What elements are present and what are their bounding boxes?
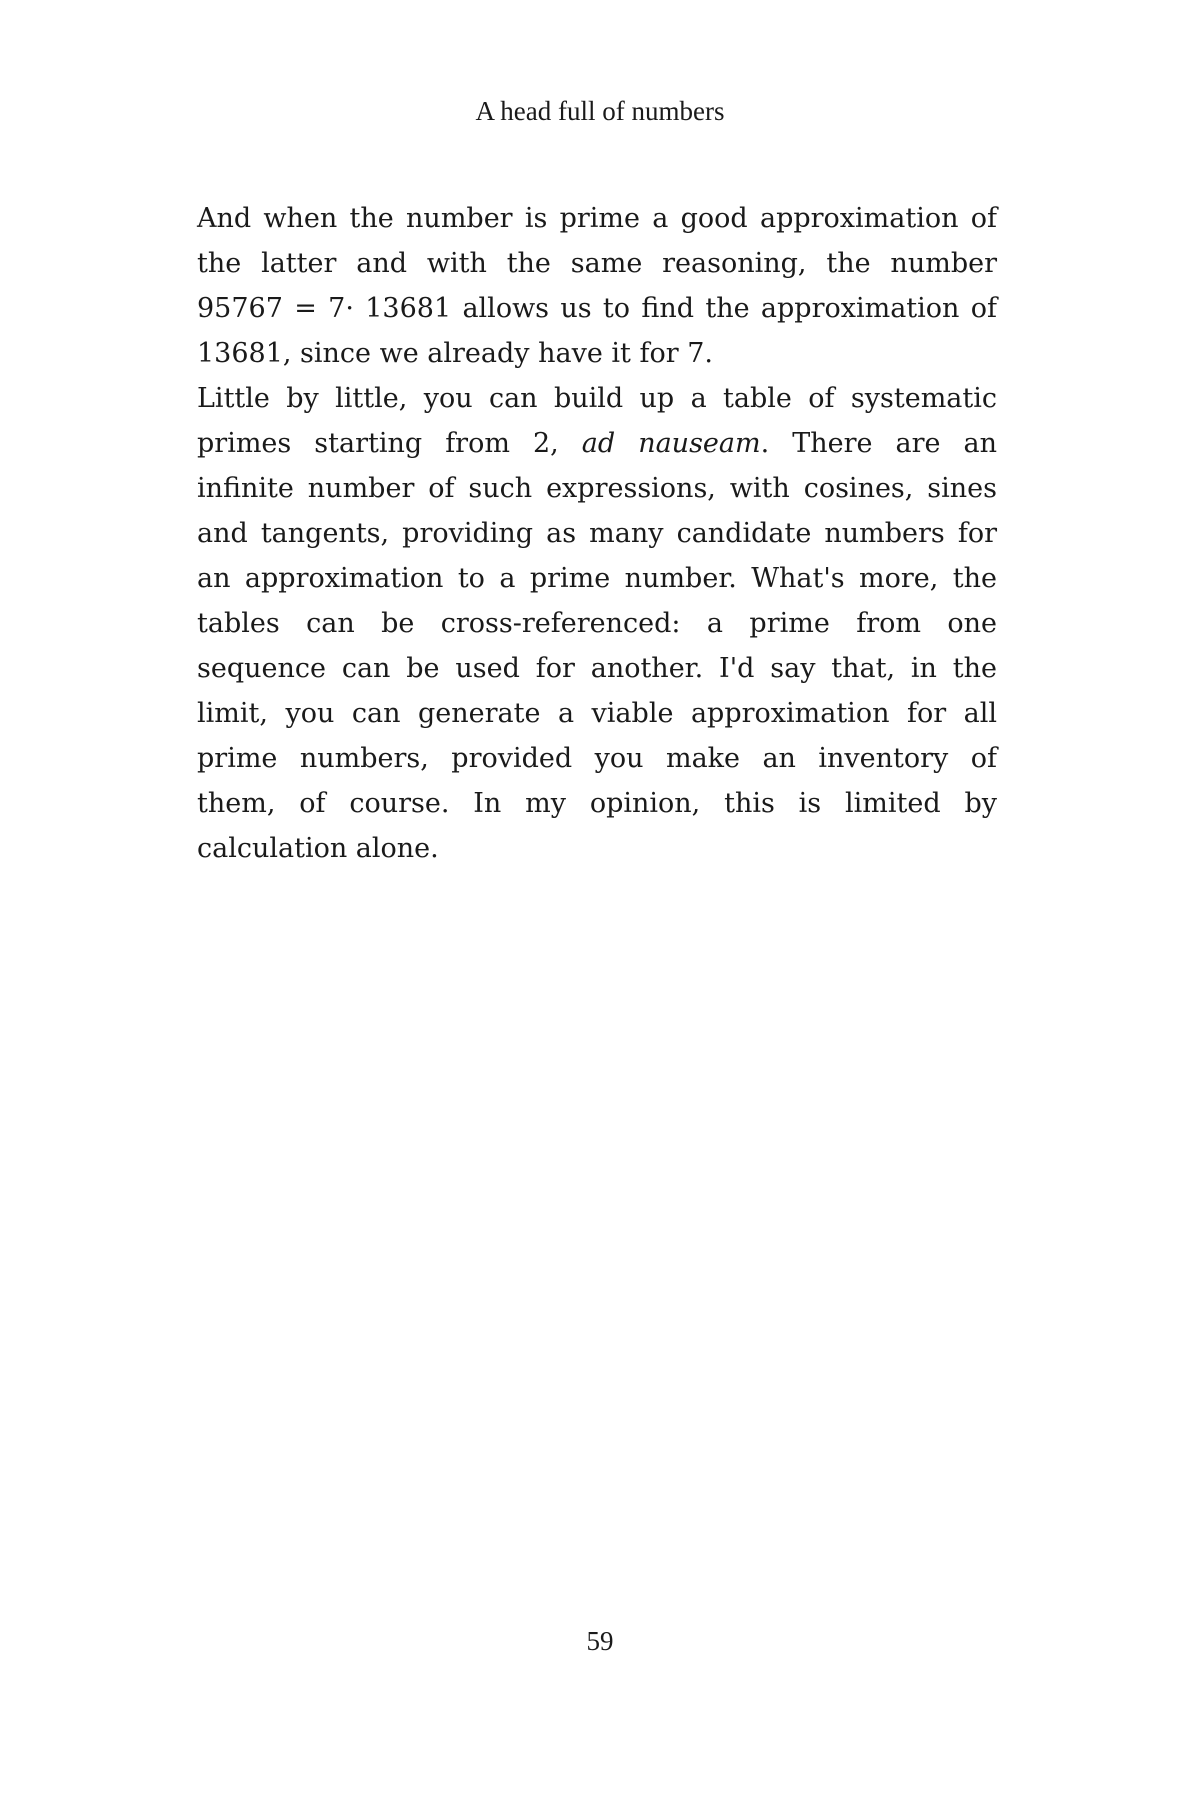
- text-line: an approximation to a prime number. What's more, the: [197, 563, 997, 594]
- paragraph-2: [197, 376, 997, 871]
- text-line-with-italic: [197, 421, 997, 466]
- text-line: and tangents, providing as many candidate numbers for: [197, 518, 997, 549]
- text-line: them, of course. In my opinion, this is limited by: [197, 788, 997, 819]
- running-header: A head full of numbers: [475, 96, 725, 126]
- text-segment: primes starting from 2,: [197, 428, 582, 459]
- text-line: tables can be cross-referenced: a prime from one: [197, 608, 997, 639]
- text-line: limit, you can generate a viable approximation for all: [197, 698, 997, 729]
- body-text: [197, 196, 997, 871]
- text-line: the latter and with the same reasoning, the number: [197, 248, 997, 279]
- text-line: calculation alone.: [197, 833, 439, 864]
- text-line: sequence can be used for another. I'd say that, in the: [197, 653, 997, 684]
- paragraph-1: [197, 196, 997, 376]
- text-segment: . There are an: [760, 428, 998, 459]
- text-line: 95767 = 7· 13681 allows us to find the approximation of: [197, 293, 997, 324]
- text-line: And when the number is prime a good approximation of: [197, 203, 997, 234]
- text-line: 13681, since we already have it for 7.: [197, 338, 713, 369]
- text-line: Little by little, you can build up a table of systematic: [197, 383, 997, 414]
- page-number: 59: [586, 1626, 614, 1656]
- italic-phrase: ad nauseam: [581, 428, 761, 459]
- text-line: infinite number of such expressions, with cosines, sines: [197, 473, 997, 504]
- text-line: prime numbers, provided you make an inventory of: [197, 743, 997, 774]
